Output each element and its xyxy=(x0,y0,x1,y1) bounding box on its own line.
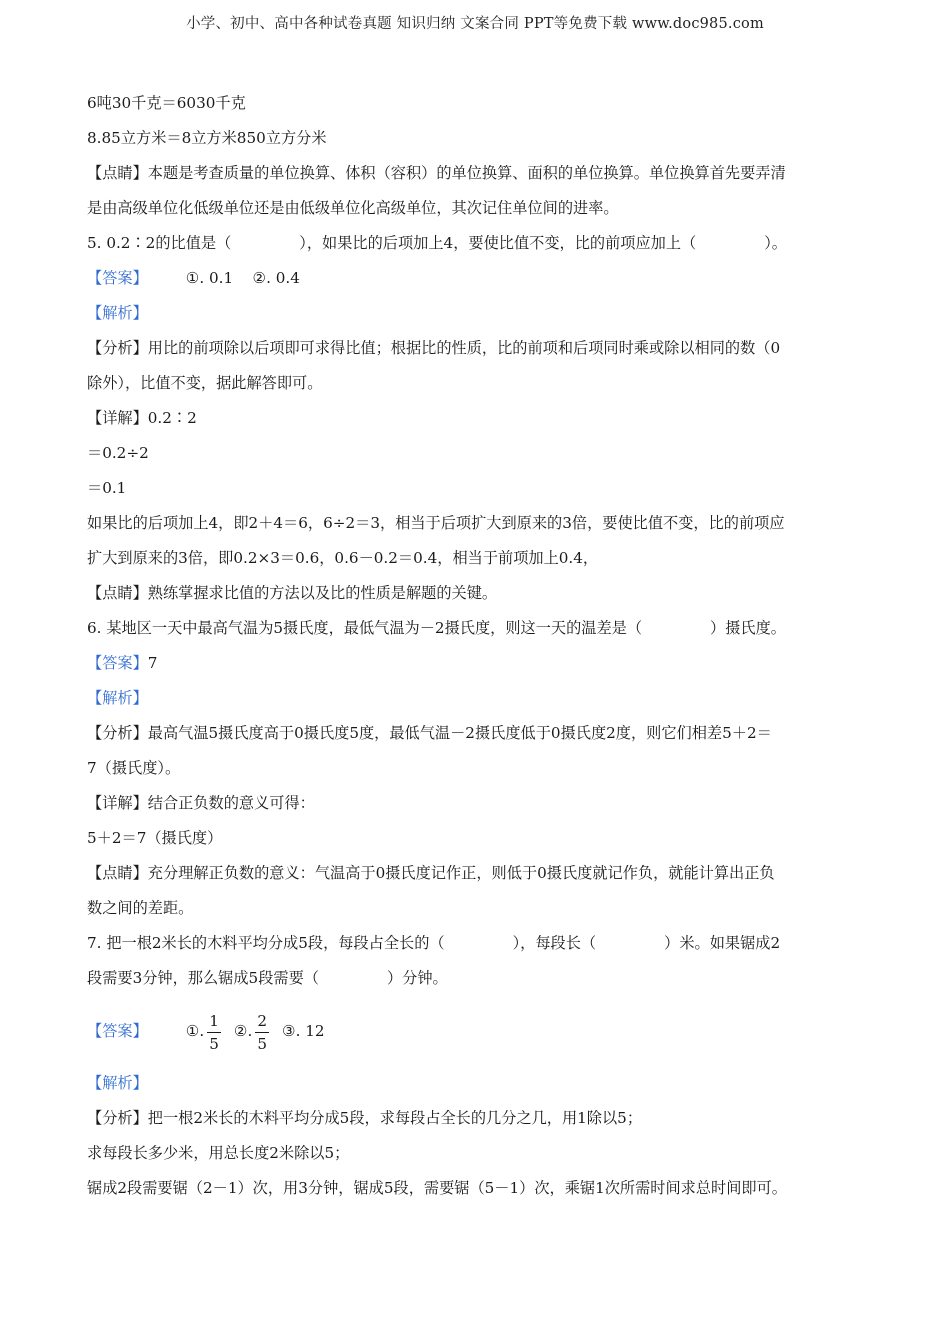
fraction-numerator: 2 xyxy=(255,1010,269,1033)
analysis-tag: 【分析】 xyxy=(87,724,148,742)
answer-marker: ②. xyxy=(233,1022,253,1040)
detail-text: 0.2∶2 xyxy=(147,409,197,427)
question-text: 5. 0.2∶2的比值是（ xyxy=(87,234,232,252)
dianjing-text: 本题是考查质量的单位换算、体积（容积）的单位换算、面积的单位换算。单位换算首先要弄清 xyxy=(147,164,786,182)
question-text: ）米。如果锯成2 xyxy=(664,934,781,952)
text-line: 7（摄氏度）。 xyxy=(87,759,181,777)
question-text: 段需要3分钟，那么锯成5段需要（ xyxy=(87,969,319,987)
dianjing-tag: 【点睛】 xyxy=(87,584,148,602)
dianjing-tag: 【点睛】 xyxy=(87,864,148,882)
answer-tag: 【答案】 xyxy=(87,1022,148,1040)
question-7-cont xyxy=(87,961,867,996)
text-line: ＝0.2÷2 xyxy=(87,444,149,462)
question-7 xyxy=(87,926,867,961)
text-line: 如果比的后项加上4，即2＋4＝6，6÷2＝3，相当于后项扩大到原来的3倍，要使比值不变，比的前项应 xyxy=(87,514,785,532)
question-6 xyxy=(87,611,867,646)
question-text: ），如果比的后项加上4，要使比值不变，比的前项应加上（ xyxy=(299,234,697,252)
answer-text: ①. 0.1 ②. 0.4 xyxy=(185,269,300,287)
fraction xyxy=(255,1010,269,1055)
analysis-line xyxy=(87,331,867,366)
dianjing-text: 熟练掌握求比值的方法以及比的性质是解题的关键。 xyxy=(147,584,498,602)
analysis-line xyxy=(87,716,867,751)
text-line: 6吨30千克＝6030千克 xyxy=(87,94,246,112)
text-line: 扩大到原来的3倍，即0.2×3＝0.6，0.6－0.2＝0.4，相当于前项加上0.4， xyxy=(87,549,599,567)
question-text: ），每段长（ xyxy=(512,934,597,952)
dianjing-tag: 【点睛】 xyxy=(87,164,148,182)
analysis-tag: 【分析】 xyxy=(87,1109,148,1127)
document-body xyxy=(87,86,867,1206)
text-line: 8.85立方米＝8立方米850立方分米 xyxy=(87,129,327,147)
text-line: 数之间的差距。 xyxy=(87,899,194,917)
fraction xyxy=(207,1010,221,1055)
detail-tag: 【详解】 xyxy=(87,794,148,812)
analysis-text: 把一根2米长的木料平均分成5段，求每段占全长的几分之几，用1除以5； xyxy=(147,1109,643,1127)
answer-tag: 【答案】 xyxy=(87,654,148,672)
question-5 xyxy=(87,226,867,261)
jiexi-tag: 【解析】 xyxy=(87,304,148,322)
answer-text: ③. 12 xyxy=(282,1022,325,1040)
detail-line xyxy=(87,786,867,821)
answer-text: 7 xyxy=(147,654,158,672)
jiexi-tag: 【解析】 xyxy=(87,689,148,707)
question-text: ）分钟。 xyxy=(386,969,448,987)
answer-line xyxy=(87,996,867,1066)
jiexi-tag: 【解析】 xyxy=(87,1074,148,1092)
text-line: 5＋2＝7（摄氏度） xyxy=(87,829,223,847)
analysis-text: 用比的前项除以后项即可求得比值；根据比的性质，比的前项和后项同时乘或除以相同的数（0 xyxy=(147,339,781,357)
detail-text: 结合正负数的意义可得： xyxy=(147,794,315,812)
text-line: 求每段长多少米，用总长度2米除以5； xyxy=(87,1144,350,1162)
answer-tag: 【答案】 xyxy=(87,269,148,287)
detail-line xyxy=(87,401,867,436)
page-header: 小学、初中、高中各种试卷真题 知识归纳 文案合同 PPT等免费下载 www.doc985.com xyxy=(186,16,764,32)
analysis-text: 最高气温5摄氏度高于0摄氏度5度，最低气温－2摄氏度低于0摄氏度2度，则它们相差5＋2＝ xyxy=(147,724,772,742)
detail-tag: 【详解】 xyxy=(87,409,148,427)
fraction-denominator: 5 xyxy=(209,1034,219,1053)
fraction-numerator: 1 xyxy=(207,1010,221,1033)
text-line: 锯成2段需要锯（2－1）次，用3分钟，锯成5段，需要锯（5－1）次，乘锯1次所需时间求总时间即可。 xyxy=(87,1179,787,1197)
answer-marker: ①. xyxy=(185,1022,205,1040)
answer-line xyxy=(87,646,867,681)
text-line: ＝0.1 xyxy=(87,479,127,497)
analysis-tag: 【分析】 xyxy=(87,339,148,357)
answer-line xyxy=(87,261,867,296)
analysis-line xyxy=(87,1101,867,1136)
question-text: ）摄氏度。 xyxy=(710,619,786,637)
dianjing-text: 充分理解正负数的意义：气温高于0摄氏度记作正，则低于0摄氏度就记作负，就能计算出正负 xyxy=(147,864,775,882)
dianjing-line xyxy=(87,576,867,611)
text-line: 是由高级单位化低级单位还是由低级单位化高级单位，其次记住单位间的进率。 xyxy=(87,199,619,217)
dianjing-line xyxy=(87,156,867,191)
dianjing-line xyxy=(87,856,867,891)
fraction-denominator: 5 xyxy=(257,1034,267,1053)
question-text: ）。 xyxy=(764,234,787,252)
text-line: 除外），比值不变，据此解答即可。 xyxy=(87,374,323,392)
question-text: 7. 把一根2米长的木料平均分成5段，每段占全长的（ xyxy=(87,934,445,952)
question-text: 6. 某地区一天中最高气温为5摄氏度，最低气温为－2摄氏度，则这一天的温差是（ xyxy=(87,619,643,637)
